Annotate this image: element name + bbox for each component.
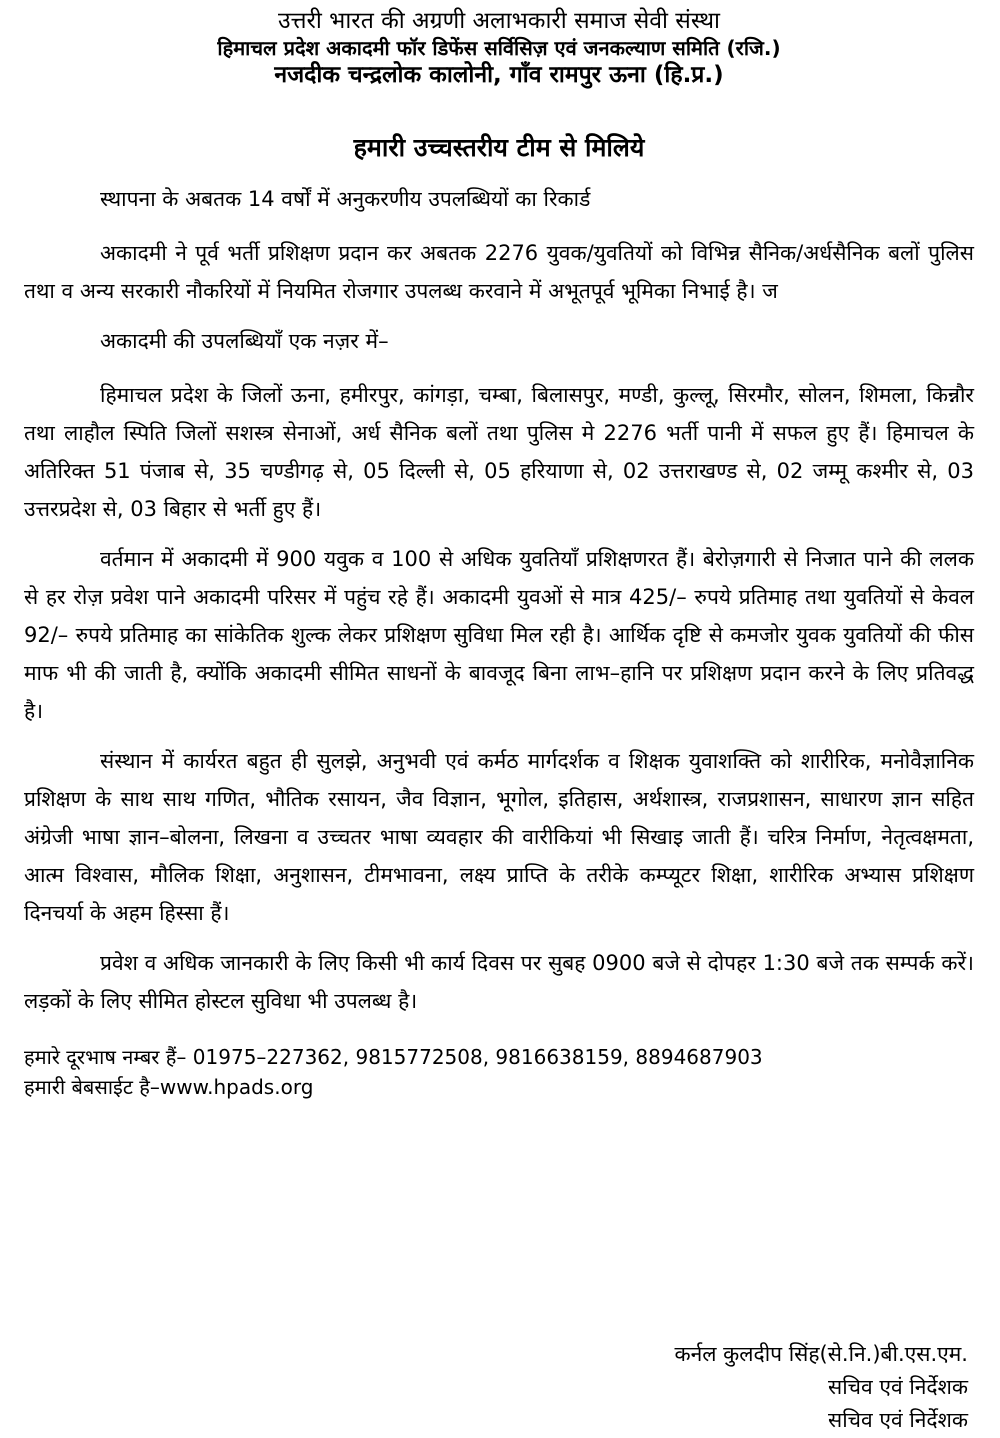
organization-address: नजदीक चन्द्रलोक कालोनी, गाँव रामपुर ऊना (हि.प्र.) bbox=[274, 62, 724, 88]
paragraph-achievements-heading: अकादमी की उपलब्धियाँ एक नज़र में– bbox=[100, 329, 389, 353]
paragraph-curriculum: संस्थान में कार्यरत बहुत ही सुलझे, अनुभवी एवं कर्मठ मार्गदर्शक व शिक्षक युवाशक्ति को शारीरिक, मनोवैज्ञानिक प्रशिक्षण के साथ साथ गणित, भौतिक रसायन, जैव विज्ञान, भूगोल, इतिहास, अर्थशास्त्र, राजप्रशासन, साधारण ज्ञान सहित अंग्रेजी भाषा ज्ञान–बोलना, लिखना व उच्चतर भाषा व्यवहार की वारीकियां भी सिखाइ जाती हैं। चरित्र निर्माण, नेतृत्वक्षमता, आत्म विश्वास, मौलिक शिक्षा, अनुशासन, टीमभावना, लक्ष्य प्राप्ति के तरीके कम्प्यूटर शिक्षा, शारीरिक अभ्यास प्रशिक्षण दिनचर्या के अहम हिस्सा हैं। bbox=[24, 749, 974, 925]
paragraph-record: स्थापना के अबतक 14 वर्षों में अनुकरणीय उपलब्धियों का रिकार्ड bbox=[100, 187, 591, 211]
signatory-title-repeat: सचिव एवं निर्देशक bbox=[828, 1408, 968, 1432]
paragraph-admission: प्रवेश व अधिक जानकारी के लिए किसी भी कार्य दिवस पर सुबह 0900 बजे से दोपहर 1:30 बजे तक सम्पर्क करें। लड़कों के लिए सीमित होस्टल सुविधा भी उपलब्ध है। bbox=[24, 951, 974, 1013]
signatory-title: सचिव एवं निर्देशक bbox=[828, 1375, 968, 1399]
signature-block bbox=[674, 1338, 968, 1437]
letterhead bbox=[24, 6, 974, 90]
page-title: हमारी उच्चस्तरीय टीम से मिलिये bbox=[353, 133, 645, 162]
paragraph-current-trainees: वर्तमान में अकादमी में 900 यवुक व 100 से अधिक युवतियाँ प्रशिक्षणरत हैं। बेरोज़गारी से निजात पाने की ललक से हर रोज़ प्रवेश पाने अकादमी परिसर में पहुंच रहे हैं। अकादमी युवओं से मात्र 425/– रुपये प्रतिमाह तथा युवतियों से केवल 92/– रुपये प्रतिमाह का सांकेतिक शुल्क लेकर प्रशिक्षण सुविधा मिल रही है। आर्थिक दृष्टि से कमजोर युवक युवतियों की फीस माफ भी की जाती है, क्योंकि अकादमी सीमित साधनों के बावजूद बिना लाभ–हानि पर प्रशिक्षण प्रदान करने के लिए प्रतिवद्ध है। bbox=[24, 547, 974, 723]
paragraph-intro: अकादमी ने पूर्व भर्ती प्रशिक्षण प्रदान कर अबतक 2276 युवक/युवतियों को विभिन्न सैनिक/अर्धसैनिक बलों पुलिस तथा व अन्य सरकारी नौकरियों में नियमित रोजगार उपलब्ध करवाने में अभूतपूर्व भूमिका निभाई है। ज bbox=[24, 241, 974, 303]
organization-name: हिमाचल प्रदेश अकादमी फॉर डिफेंस सर्विसिज़ एवं जनकल्याण समिति (रजि.) bbox=[217, 36, 781, 60]
contact-info bbox=[24, 1042, 974, 1102]
signatory-name: कर्नल कुलदीप सिंह(से.नि.)बी.एस.एम. bbox=[674, 1342, 968, 1366]
paragraph-districts: हिमाचल प्रदेश के जिलों ऊना, हमीरपुर, कांगड़ा, चम्बा, बिलासपुर, मण्डी, कुल्लू, सिरमौर, सोलन, शिमला, किन्नौर तथा लाहौल स्पिति जिलों सशस्त्र सेनाओं, अर्ध सैनिक बलों तथा पुलिस मे 2276 भर्ती पानी में सफल हुए हैं। हिमाचल के अतिरिक्त 51 पंजाब से, 35 चण्डीगढ़ से, 05 दिल्ली से, 05 हरियाणा से, 02 उत्तराखण्ड से, 02 जम्मू कश्मीर से, 03 उत्तरप्रदेश से, 03 बिहार से भर्ती हुए हैं। bbox=[24, 383, 974, 521]
phone-numbers: हमारे दूरभाष नम्बर हैं– 01975–227362, 9815772508, 9816638159, 8894687903 bbox=[24, 1045, 763, 1069]
body-text bbox=[24, 180, 974, 1020]
organization-tagline: उत्तरी भारत की अग्रणी अलाभकारी समाज सेवी संस्था bbox=[277, 8, 721, 34]
website-line: हमारी बेबसाईट है–www.hpads.org bbox=[24, 1075, 314, 1099]
